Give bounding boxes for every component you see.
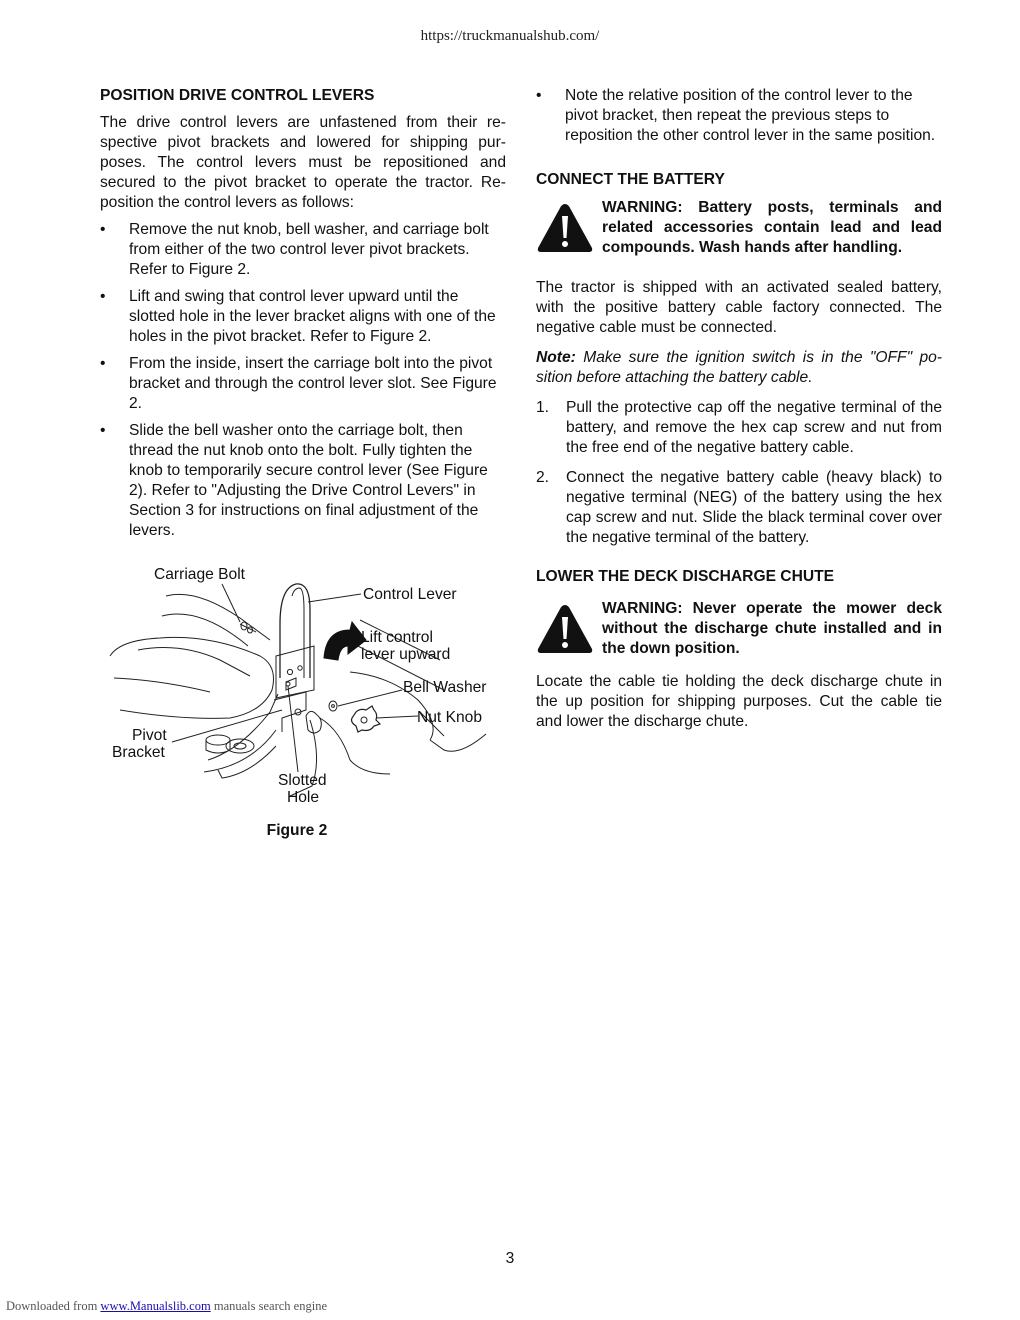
list-item [536,398,942,458]
curved-arrow-icon [324,622,366,660]
label-lift-line-1: Lift control [361,629,433,646]
battery-note [536,348,942,388]
label-hole: Hole [287,789,320,806]
section-heading-battery: CONNECT THE BATTERY [536,171,725,188]
label-bell-washer: Bell Washer [403,679,487,696]
section-heading-chute: LOWER THE DECK DISCHARGE CHUTE [536,568,835,585]
chute-body: Locate the cable tie holding the deck discharge chute in the up position for shipping purposes. Cut the cable tie and lower the discharge chute. [536,673,942,730]
figure-caption: Figure 2 [266,822,328,839]
step-number: 2. [536,469,550,486]
manualslib-link[interactable]: www.Manualslib.com [100,1299,211,1313]
label-nut-knob: Nut Knob [417,709,483,726]
list-item-text: Slide the bell washer onto the carriage bolt, then thread the nut knob onto the bolt. Fully tighten the knob to temporarily secure control lever (See Figure 2). Refer to "Adjusting the Drive Control Levers" in Section 3 for instructions on final adjustment of the levers. [129,422,488,539]
label-carriage-bolt: Carriage Bolt [154,566,246,583]
note-text: Make sure the ignition switch is in the "OFF" po-sition before attaching the battery cable. [536,349,942,386]
right-column [536,86,942,732]
label-lift-line-2: lever upward [361,646,451,663]
list-item-text: Note the relative position of the control lever to the pivot bracket, then repeat the previous steps to reposition the other control lever in the same position. [565,87,936,144]
list-item [100,421,506,541]
chute-warning-text: WARNING: Never operate the mower deck without the discharge chute installed and in the down position. [602,600,942,657]
figure-2-illustration [100,560,506,820]
list-item [100,220,506,280]
battery-warning-text: WARNING: Battery posts, terminals and related accessories contain lead and lead compounds. Wash hands after handling. [602,199,942,256]
step-text: Connect the negative battery cable (heavy black) to negative terminal (NEG) of the battery using the hex cap screw and nut. Slide the black terminal cover over the negative terminal of the battery. [566,469,942,546]
list-item-text: Lift and swing that control lever upward until the slotted hole in the lever bracket aligns with one of the holes in the pivot bracket. Refer to Figure 2. [129,288,496,345]
warning-triangle-icon [536,603,594,655]
note-label: Note: [536,349,576,366]
bullet-glyph: • [100,288,106,305]
list-item-text: Remove the nut knob, bell washer, and carriage bolt from either of the two control lever pivot brackets. Refer to Figure 2. [129,221,489,278]
label-control-lever: Control Lever [363,586,457,603]
chute-warning [536,599,942,659]
list-item [536,468,942,548]
warning-triangle-icon [536,202,594,254]
battery-steps-list [536,398,942,548]
battery-body: The tractor is shipped with an activated sealed battery, with the positive battery cable factory connected. The negative cable must be connected. [536,279,942,336]
header-url: https://truckmanualshub.com/ [420,28,600,44]
bullet-glyph: • [100,422,106,439]
page-number: 3 [505,1250,515,1267]
bullet-glyph: • [100,221,106,238]
label-bracket: Bracket [112,744,165,761]
list-item [536,86,942,146]
list-item [100,354,506,414]
section-heading-drive-levers: POSITION DRIVE CONTROL LEVERS [100,87,375,104]
left-column [100,86,506,541]
label-slotted: Slotted [278,772,327,789]
bullet-glyph: • [100,355,106,372]
bullet-glyph: • [536,87,542,104]
label-pivot: Pivot [132,727,167,744]
battery-warning [536,198,942,258]
continued-steps-list [536,86,942,146]
list-item [100,287,506,347]
footer-suffix: manuals search engine [210,1299,327,1313]
list-item-text: From the inside, insert the carriage bolt into the pivot bracket and through the control lever slot. See Figure 2. [129,355,497,412]
intro-paragraph: The drive control levers are unfastened from their re-spective pivot brackets and lowered for shipping pur-poses. The control levers must be repositioned and secured to the pivot bracket to operate the tractor. Re-position the control levers as follows: [100,114,506,211]
footer-prefix: Downloaded from [6,1299,101,1313]
download-footer [6,1299,327,1314]
step-text: Pull the protective cap off the negative terminal of the battery, and remove the hex cap screw and nut from the free end of the negative battery cable. [566,399,942,456]
step-number: 1. [536,399,550,416]
lever-steps-list [100,220,506,541]
